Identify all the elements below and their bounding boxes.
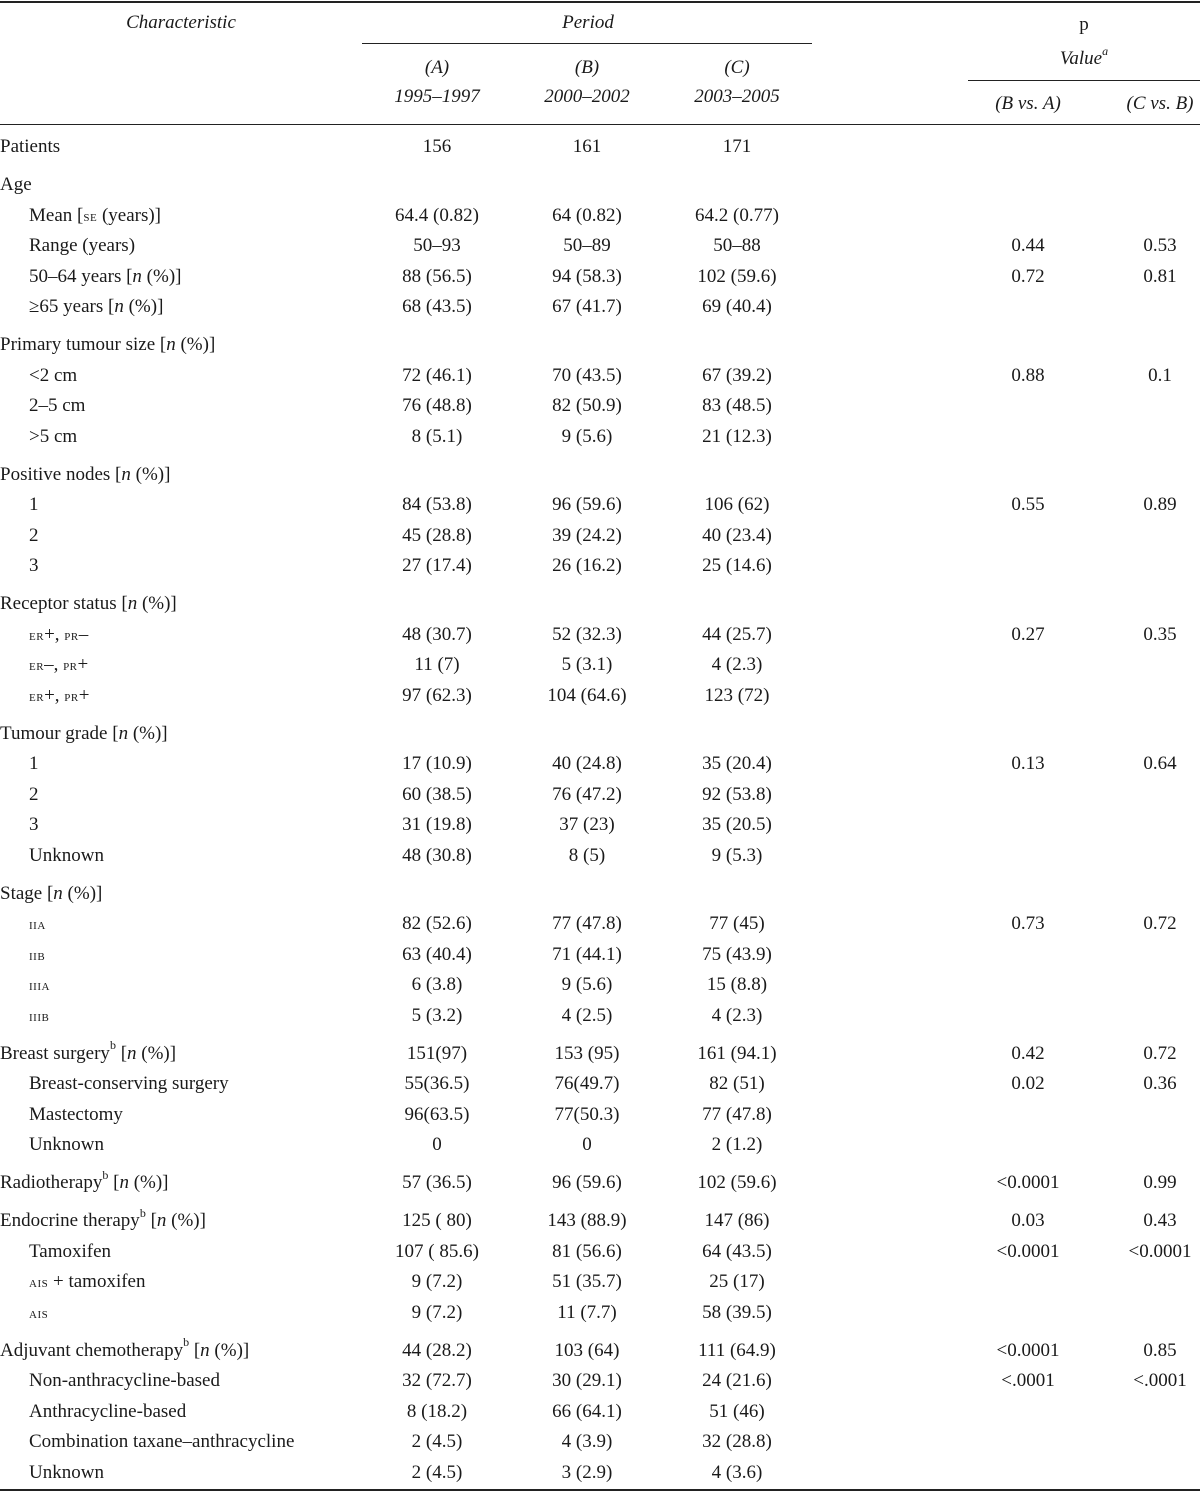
- cell-b: 161: [572, 136, 602, 157]
- cell-c: 106 (62): [704, 494, 770, 515]
- row-sub-label: 1: [29, 494, 39, 515]
- cell-a: 8 (18.2): [406, 1400, 468, 1422]
- cell-a: 97 (62.3): [402, 684, 472, 706]
- cell-pba: <0.0001: [996, 1172, 1060, 1193]
- cell-pba: 0.88: [1011, 364, 1045, 386]
- cell-b: 94 (58.3): [552, 265, 622, 287]
- row-group-label: Tumour grade [n (%)]: [0, 722, 168, 744]
- cell-pcb: 0.1: [1148, 364, 1172, 386]
- cell-c: 25 (17): [709, 1271, 765, 1292]
- cell-pba: 0.55: [1011, 494, 1045, 515]
- row-group-label: Positive nodes [n (%)]: [0, 463, 171, 485]
- cell-a: 57 (36.5): [402, 1172, 472, 1193]
- row-sub-label: Mean [se (years)]: [29, 204, 162, 226]
- cell-a: 48 (30.7): [402, 623, 472, 645]
- row-sub-label: >5 cm: [29, 425, 78, 447]
- cell-a: 2 (4.5): [411, 1431, 463, 1452]
- header-characteristic: Characteristic: [126, 12, 236, 33]
- header-p-b-vs-a: (B vs. A): [995, 93, 1061, 114]
- cell-c: 102 (59.6): [697, 265, 777, 287]
- cell-c: 64 (43.5): [702, 1240, 772, 1262]
- row-sub-label: iiib: [29, 1008, 50, 1025]
- cell-pba: 0.44: [1011, 235, 1045, 256]
- cell-c: 25 (14.6): [702, 555, 772, 576]
- cell-a: 76 (48.8): [402, 395, 472, 416]
- cell-b: 77(50.3): [554, 1103, 620, 1125]
- cell-c: 32 (28.8): [702, 1431, 772, 1452]
- row-sub-label: Tamoxifen: [29, 1240, 112, 1262]
- cell-c: 2 (1.2): [711, 1134, 763, 1155]
- cell-pba: 0.73: [1011, 913, 1045, 934]
- cell-a: 6 (3.8): [411, 974, 463, 995]
- cell-pcb: 0.72: [1143, 913, 1177, 934]
- header-col-c-label: (C): [724, 57, 750, 78]
- cell-b: 66 (64.1): [552, 1400, 622, 1422]
- row-group-label: Stage [n (%)]: [0, 882, 103, 904]
- cell-a: 72 (46.1): [402, 364, 472, 386]
- row-group-label: Radiotherapy$^b$ [n (%)]: [0, 1167, 169, 1193]
- row-group-label: Receptor status [n (%)]: [0, 593, 177, 614]
- cell-a: 44 (28.2): [402, 1339, 472, 1361]
- row-sub-label: Unknown: [29, 1134, 104, 1155]
- header-p: p: [1079, 14, 1089, 35]
- cell-b: 96 (59.6): [552, 494, 622, 515]
- cell-b: 76(49.7): [554, 1073, 620, 1094]
- cell-a: 60 (38.5): [402, 783, 472, 805]
- cell-c: 67 (39.2): [702, 364, 772, 386]
- cell-b: 4 (3.9): [561, 1431, 613, 1452]
- cell-a: 27 (17.4): [402, 555, 472, 576]
- cell-b: 64 (0.82): [552, 204, 622, 226]
- row-group-label: Age: [0, 174, 32, 195]
- cell-c: 92 (53.8): [702, 783, 772, 805]
- row-sub-label: 2: [29, 524, 39, 546]
- cell-pba: 0.27: [1011, 623, 1045, 645]
- cell-c: 111 (64.9): [698, 1339, 776, 1361]
- cell-pba: 0.42: [1011, 1042, 1045, 1064]
- cell-b: 30 (29.1): [552, 1370, 622, 1391]
- cell-b: 5 (3.1): [561, 654, 613, 675]
- cell-c: 77 (47.8): [702, 1103, 772, 1125]
- cell-a: 55(36.5): [404, 1073, 470, 1094]
- cell-a: 48 (30.8): [402, 844, 472, 866]
- row-sub-label: <2 cm: [29, 364, 78, 386]
- cell-a: 17 (10.9): [402, 753, 472, 774]
- header-col-a-years: 1995–1997: [394, 86, 480, 107]
- row-sub-label: er+, pr–: [29, 623, 89, 645]
- cell-b: 4 (2.5): [561, 1004, 613, 1026]
- row-sub-label: er–, pr+: [29, 654, 89, 675]
- cell-b: 76 (47.2): [552, 783, 622, 805]
- header-bottom-rule: [0, 124, 1200, 125]
- header-period: Period: [562, 12, 614, 33]
- row-sub-label: ais + tamoxifen: [29, 1271, 146, 1292]
- row-sub-label: 2: [29, 783, 39, 805]
- cell-a: 64.4 (0.82): [395, 204, 479, 226]
- cell-b: 9 (5.6): [561, 974, 613, 995]
- cell-c: 102 (59.6): [697, 1172, 777, 1193]
- cell-b: 81 (56.6): [552, 1240, 622, 1262]
- cell-b: 96 (59.6): [552, 1172, 622, 1193]
- cell-b: 77 (47.8): [552, 913, 622, 934]
- cell-b: 103 (64): [554, 1339, 620, 1361]
- cell-a: 9 (7.2): [411, 1271, 463, 1292]
- cell-c: 4 (2.3): [711, 654, 763, 675]
- cell-pcb: 0.36: [1143, 1073, 1177, 1094]
- cell-a: 31 (19.8): [402, 814, 472, 835]
- row-group-label: Endocrine therapy$^b$ [n (%)]: [0, 1205, 206, 1231]
- cell-b: 26 (16.2): [552, 555, 622, 576]
- row-sub-label: Unknown: [29, 844, 104, 866]
- header-p-c-vs-b: (C vs. B): [1126, 93, 1194, 114]
- period-underline: [362, 43, 812, 44]
- row-sub-label: Breast-conserving surgery: [29, 1073, 229, 1094]
- row-sub-label: iia: [29, 917, 46, 933]
- cell-a: 88 (56.5): [402, 265, 472, 287]
- cell-pcb: 0.89: [1143, 494, 1177, 515]
- cell-c: 147 (86): [704, 1210, 770, 1231]
- cell-a: 68 (43.5): [402, 296, 472, 317]
- cell-c: 35 (20.5): [702, 814, 772, 835]
- cell-a: 107 ( 85.6): [395, 1240, 479, 1262]
- cell-b: 11 (7.7): [557, 1301, 617, 1323]
- cell-pcb: 0.99: [1143, 1172, 1177, 1193]
- cell-c: 24 (21.6): [702, 1370, 772, 1391]
- header-col-b-label: (B): [574, 57, 600, 78]
- header-col-b-years: 2000–2002: [544, 86, 630, 107]
- cell-b: 8 (5): [568, 844, 606, 866]
- cell-pba: <0.0001: [996, 1339, 1060, 1361]
- cell-c: 77 (45): [709, 913, 765, 934]
- row-sub-label: 3: [29, 814, 39, 835]
- row-group-label: Patients: [0, 136, 61, 157]
- cell-a: 9 (7.2): [411, 1301, 463, 1323]
- cell-c: 123 (72): [704, 684, 770, 706]
- cell-a: 96(63.5): [404, 1103, 470, 1125]
- cell-b: 40 (24.8): [552, 753, 622, 774]
- row-sub-label: 1: [29, 753, 39, 774]
- cell-c: 58 (39.5): [702, 1301, 772, 1323]
- cell-a: 45 (28.8): [402, 524, 472, 546]
- row-sub-label: ≥65 years [n (%)]: [29, 296, 164, 317]
- cell-b: 82 (50.9): [552, 395, 622, 416]
- row-sub-label: iiia: [29, 978, 50, 994]
- cell-a: 156: [422, 136, 452, 157]
- cell-pba: <.0001: [1001, 1370, 1055, 1391]
- cell-a: 151(97): [406, 1042, 468, 1064]
- cell-b: 67 (41.7): [552, 296, 622, 317]
- row-group-label: Breast surgery$^b$ [n (%)]: [0, 1038, 177, 1064]
- cell-pcb: 0.35: [1143, 623, 1177, 645]
- cell-b: 39 (24.2): [552, 524, 622, 546]
- cell-c: 171: [722, 136, 752, 157]
- cell-a: 125 ( 80): [402, 1210, 472, 1231]
- cell-a: 2 (4.5): [411, 1461, 463, 1483]
- cell-c: 161 (94.1): [697, 1042, 777, 1064]
- header-col-a-label: (A): [424, 57, 450, 78]
- row-sub-label: er+, pr+: [29, 684, 90, 706]
- cell-a: 8 (5.1): [411, 425, 463, 447]
- table-top-rule: [0, 1, 1200, 3]
- row-sub-label: Non-anthracycline-based: [29, 1370, 220, 1391]
- row-sub-label: Unknown: [29, 1461, 104, 1483]
- cell-c: 83 (48.5): [702, 395, 772, 416]
- cell-c: 51 (46): [709, 1400, 765, 1422]
- cell-a: 84 (53.8): [402, 494, 472, 515]
- cell-c: 50–88: [713, 235, 761, 256]
- cell-pcb: 0.81: [1143, 265, 1177, 287]
- cell-a: 82 (52.6): [402, 913, 472, 934]
- cell-b: 50–89: [563, 235, 611, 256]
- cell-pba: 0.13: [1011, 753, 1045, 774]
- row-group-label: Adjuvant chemotherapy$^b$ [n (%)]: [0, 1335, 250, 1361]
- header-col-c-years: 2003–2005: [694, 86, 780, 107]
- cell-b: 51 (35.7): [552, 1271, 622, 1292]
- cell-b: 9 (5.6): [561, 425, 613, 447]
- cell-pba: 0.72: [1011, 265, 1045, 287]
- row-sub-label: 50–64 years [n (%)]: [29, 265, 182, 287]
- cell-pba: 0.03: [1011, 1210, 1045, 1231]
- cell-b: 37 (23): [559, 814, 615, 835]
- cell-b: 3 (2.9): [561, 1461, 613, 1483]
- cell-b: 153 (95): [554, 1042, 620, 1064]
- cell-a: 50–93: [413, 235, 461, 256]
- cell-c: 64.2 (0.77): [695, 204, 779, 226]
- cell-pcb: <0.0001: [1128, 1240, 1192, 1262]
- cell-a: 0: [432, 1134, 442, 1155]
- cell-a: 11 (7): [414, 654, 460, 675]
- cell-a: 32 (72.7): [402, 1370, 472, 1391]
- cell-a: 5 (3.2): [411, 1004, 463, 1026]
- row-sub-label: Combination taxane–anthracycline: [29, 1431, 295, 1452]
- row-sub-label: iib: [29, 947, 46, 964]
- row-sub-label: Anthracycline-based: [29, 1400, 187, 1422]
- cell-c: 9 (5.3): [711, 844, 763, 866]
- cell-pcb: 0.85: [1143, 1339, 1177, 1361]
- cell-pba: <0.0001: [996, 1240, 1060, 1262]
- cell-c: 44 (25.7): [702, 623, 772, 645]
- row-sub-label: Mastectomy: [29, 1103, 123, 1125]
- cell-a: 63 (40.4): [402, 943, 472, 965]
- header-value: Value$^a$: [1059, 43, 1109, 69]
- cell-pcb: 0.64: [1143, 753, 1177, 774]
- cell-b: 71 (44.1): [552, 943, 622, 965]
- cell-c: 75 (43.9): [702, 943, 772, 965]
- cell-pba: 0.02: [1011, 1073, 1045, 1094]
- row-group-label: Primary tumour size [n (%)]: [0, 334, 216, 355]
- cell-pcb: 0.53: [1143, 235, 1177, 256]
- cell-b: 52 (32.3): [552, 623, 622, 645]
- cell-c: 82 (51): [709, 1073, 765, 1094]
- cell-pcb: 0.72: [1143, 1042, 1177, 1064]
- row-sub-label: Range (years): [29, 235, 136, 256]
- cell-c: 21 (12.3): [702, 425, 772, 447]
- row-sub-label: ais: [29, 1305, 49, 1322]
- cell-b: 104 (64.6): [547, 684, 627, 706]
- cell-c: 4 (3.6): [711, 1461, 763, 1483]
- cell-c: 40 (23.4): [702, 524, 772, 546]
- cell-b: 70 (43.5): [552, 364, 622, 386]
- cell-pcb: 0.43: [1143, 1210, 1177, 1231]
- row-sub-label: 2–5 cm: [29, 395, 86, 416]
- row-sub-label: 3: [29, 555, 39, 576]
- cell-b: 0: [582, 1134, 592, 1155]
- cell-c: 4 (2.3): [711, 1004, 763, 1026]
- cell-b: 143 (88.9): [547, 1210, 627, 1231]
- cell-c: 15 (8.8): [706, 974, 768, 995]
- cell-pcb: <.0001: [1133, 1370, 1187, 1391]
- cell-c: 69 (40.4): [702, 296, 772, 317]
- pvalue-underline: [968, 80, 1200, 81]
- table-bottom-rule: [0, 1489, 1200, 1491]
- cell-c: 35 (20.4): [702, 753, 772, 774]
